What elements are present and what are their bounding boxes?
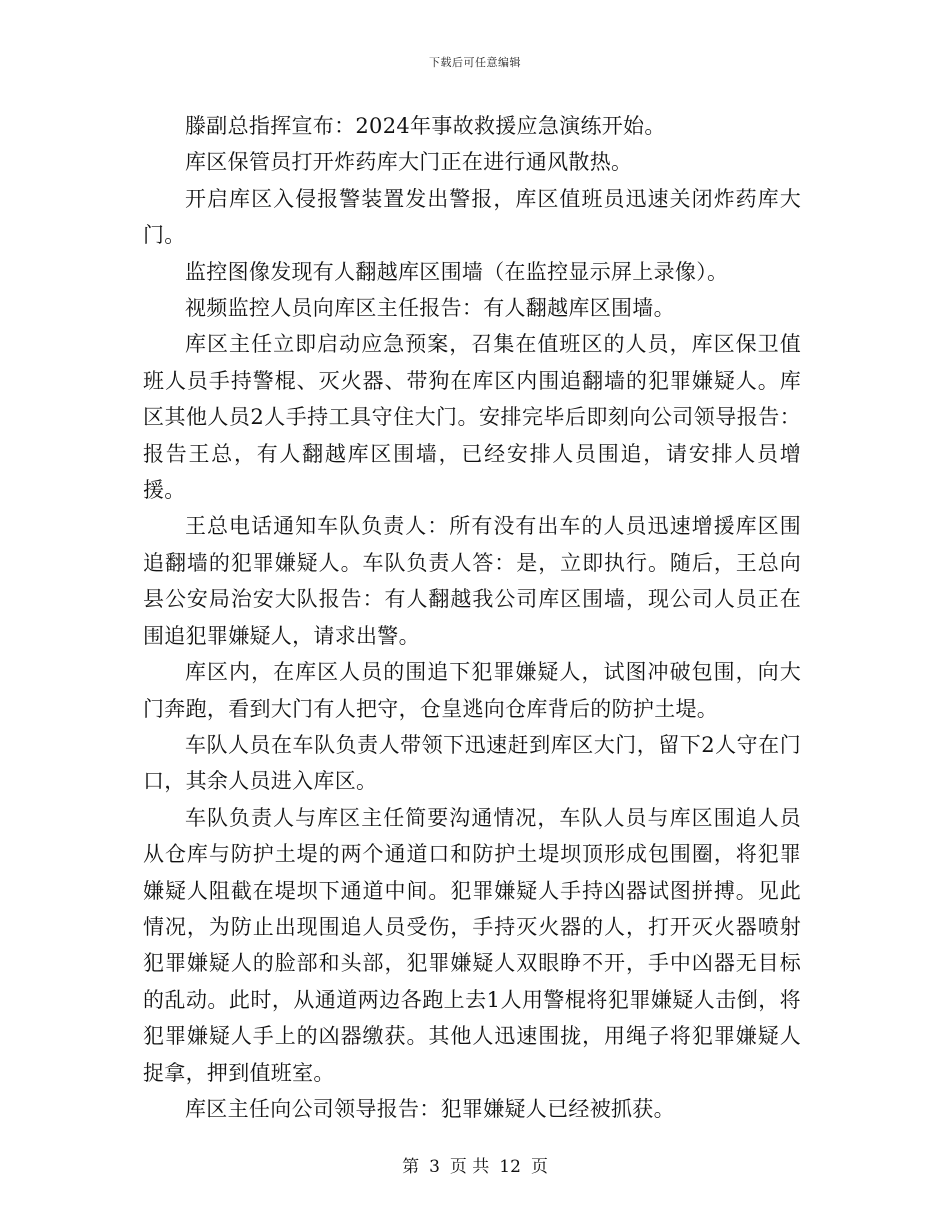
footer-suffix: 页 bbox=[530, 1157, 548, 1177]
paragraph-7: 王总电话通知车队负责人：所有没有出车的人员迅速增援库区围追翻墙的犯罪嫌疑人。车队负责人答：是，立即执行。随后，王总向县公安局治安大队报告：有人翻越我公司库区围墙，现公司人员正在围追犯罪嫌疑人，请求出警。 bbox=[143, 514, 801, 648]
paragraph-11: 库区主任向公司领导报告：犯罪嫌疑人已经被抓获。 bbox=[185, 1096, 675, 1121]
footer-prefix: 第 bbox=[402, 1157, 420, 1177]
paragraph-4: 监控图像发现有人翻越库区围墙（在监控显示屏上录像）。 bbox=[185, 259, 729, 284]
paragraph-1: 滕副总指挥宣布：2024年事故救援应急演练开始。 bbox=[185, 114, 666, 138]
paragraph-3: 开启库区入侵报警装置发出警报，库区值班员迅速关闭炸药库大门。 bbox=[143, 186, 801, 248]
paragraph-6: 库区主任立即启动应急预案，召集在值班区的人员，库区保卫值班人员手持警棍、灭火器、带狗在库区内围追翻墙的犯罪嫌疑人。库区其他人员2人手持工具守住大门。安排完毕后即刻向公司领导报告：报告王总，有人翻越库区围墙，已经安排人员围追，请安排人员增援。 bbox=[143, 332, 801, 503]
paragraph-5: 视频监控人员向库区主任报告：有人翻越库区围墙。 bbox=[185, 296, 675, 321]
paragraph-9: 车队人员在车队负责人带领下迅速赶到库区大门，留下2人守在门口，其余人员进入库区。 bbox=[143, 732, 801, 794]
page-number-footer bbox=[0, 1152, 950, 1177]
paragraph-10: 车队负责人与库区主任简要沟通情况，车队人员与库区围追人员从仓库与防护土堤的两个通道口和防护土堤坝顶形成包围圈，将犯罪嫌疑人阻截在堤坝下通道中间。犯罪嫌疑人手持凶器试图拼搏。见此情况，为防止出现围追人员受伤，手持灭火器的人，打开灭火器喷射犯罪嫌疑人的脸部和头部，犯罪嫌疑人双眼睁不开，手中凶器无目标的乱动。此时，从通道两边各跑上去1人用警棍将犯罪嫌疑人击倒，将犯罪嫌疑人手上的凶器缴获。其他人迅速围拢，用绳子将犯罪嫌疑人捉拿，押到值班室。 bbox=[143, 805, 801, 1085]
paragraph-2: 库区保管员打开炸药库大门正在进行通风散热。 bbox=[185, 150, 633, 175]
current-page-number: 3 bbox=[429, 1157, 440, 1177]
paragraph-8: 库区内，在库区人员的围追下犯罪嫌疑人，试图冲破包围，向大门奔跑，看到大门有人把守，仓皇逃向仓库背后的防护土堤。 bbox=[143, 660, 801, 721]
document-body bbox=[143, 108, 801, 1127]
footer-middle: 页 共 bbox=[449, 1157, 490, 1177]
page-header-note: 下载后可任意编辑 bbox=[429, 56, 521, 69]
total-pages-number: 12 bbox=[499, 1157, 521, 1177]
